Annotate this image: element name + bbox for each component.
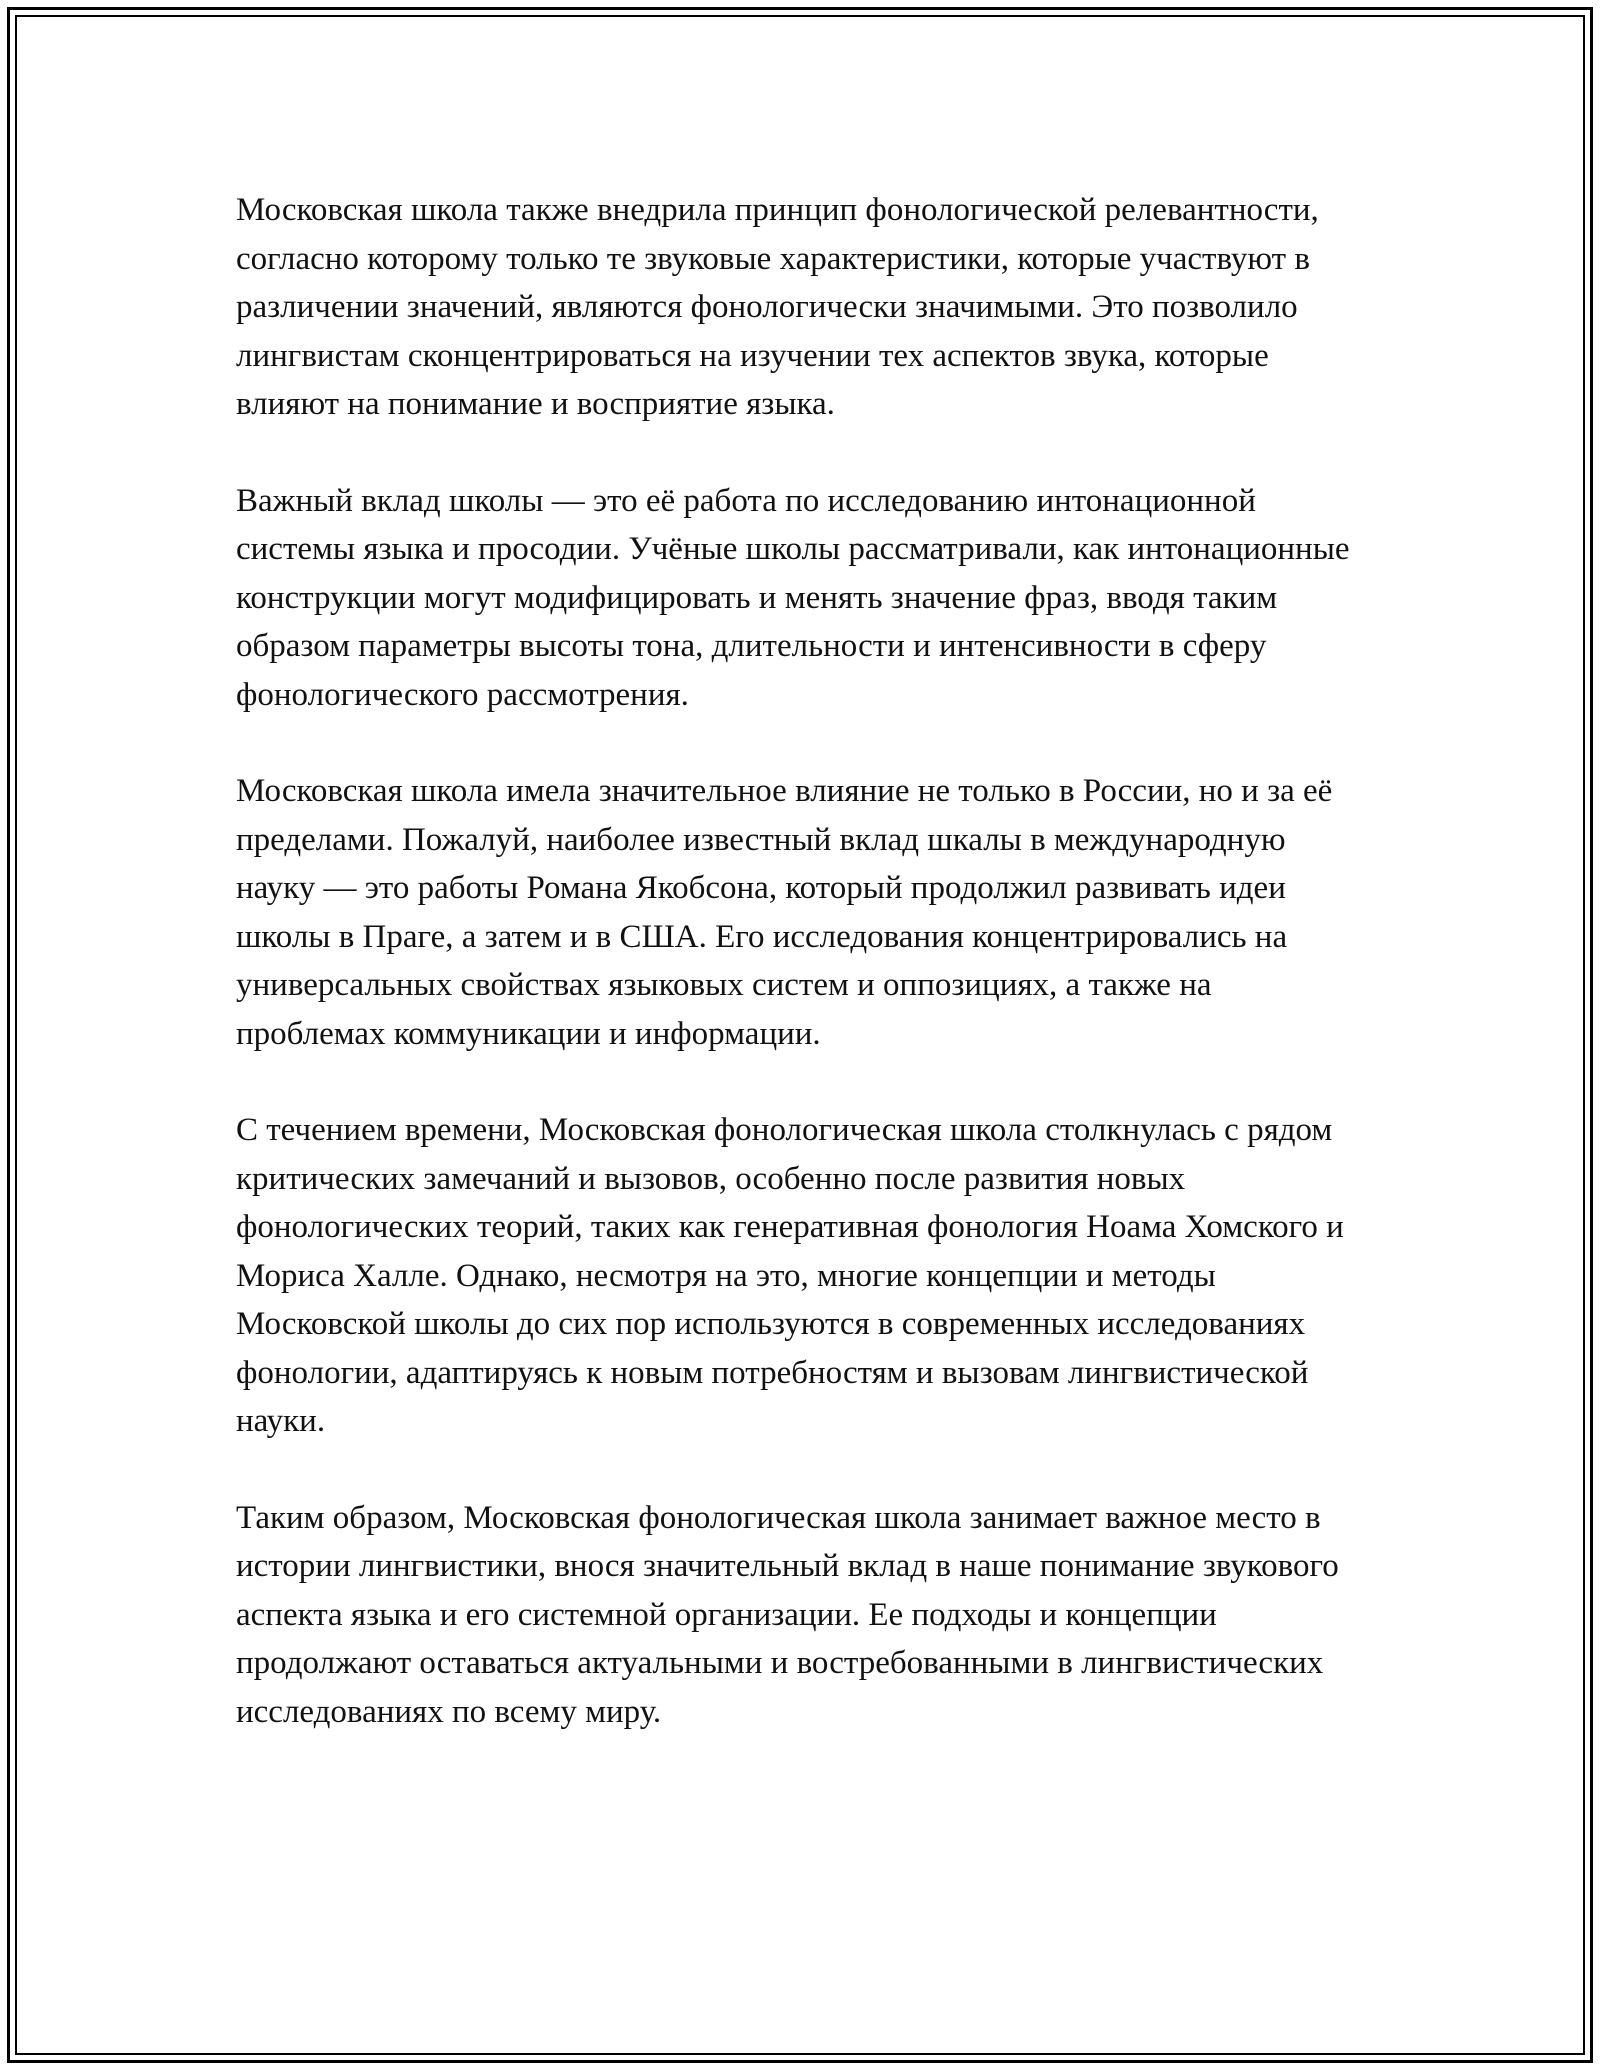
document-body (236, 186, 1366, 1784)
paragraph-international-influence: Московская школа имела значительное влияние не только в России, но и за её пределами. Пожалуй, наиболее известный вклад шкалы в международную науку — это работы Романа Якобсона, который продолжил развивать идеи школы в Праге, а затем и в США. Его исследования концентрировались на универсальных свойствах языковых систем и оппозициях, а также на проблемах коммуникации и информации. (236, 773, 1333, 1052)
paragraph-conclusion: Таким образом, Московская фонологическая школа занимает важное место в истории лингвистики, внося значительный вклад в наше понимание звукового аспекта языка и его системной организации. Ее подходы и концепции продолжают оставаться актуальными и востребованными в лингвистических исследованиях по всему миру. (236, 1499, 1339, 1730)
paragraph-criticism-and-legacy: С течением времени, Московская фонологическая школа столкнулась с рядом критических замечаний и вызовов, особенно после развития новых фонологических теорий, таких как генеративная фонология Ноама Хомского и Мориса Халле. Однако, несмотря на это, многие концепции и методы Московской школы до сих пор используются в современных исследованиях фонологии, адаптируясь к новым потребностям и вызовам лингвистической науки. (236, 1112, 1344, 1439)
paragraph-intonation-prosody: Важный вклад школы — это её работа по исследованию интонационной системы языка и просодии. Учёные школы рассматривали, как интонационные конструкции могут модифицировать и менять значение фраз, вводя таким образом параметры высоты тона, длительности и интенсивности в сферу фонологического рассмотрения. (236, 482, 1350, 713)
paragraph-phonological-relevance: Московская школа также внедрила принцип фонологической релевантности, согласно которому только те звуковые характеристики, которые участвуют в различении значений, являются фонологически значимыми. Это позволило лингвистам сконцентрироваться на изучении тех аспектов звука, которые влияют на понимание и восприятие языка. (236, 192, 1319, 422)
